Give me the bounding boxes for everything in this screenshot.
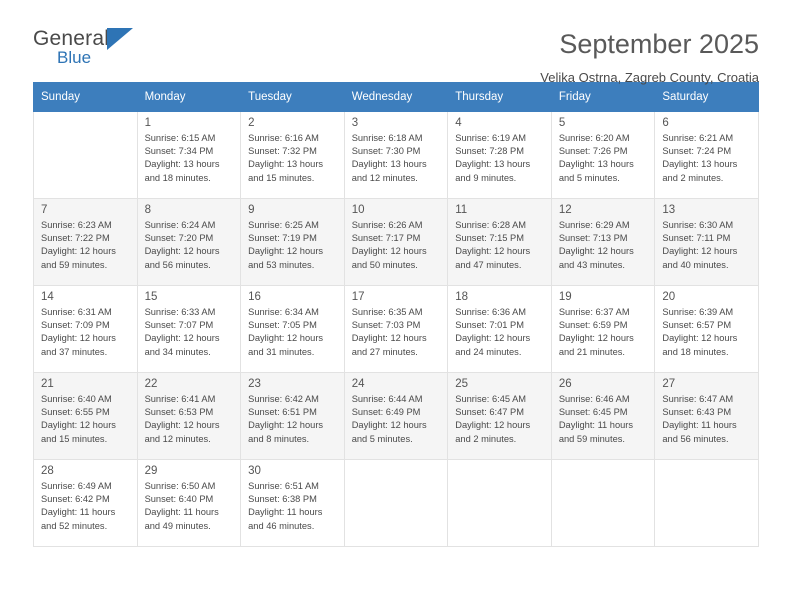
- calendar-cell-day[interactable]: [241, 112, 345, 199]
- sunset-text: Sunset: 6:53 PM: [144, 407, 214, 418]
- day-details: [241, 219, 344, 272]
- day-details: [345, 219, 448, 272]
- column-header-wednesday: Wednesday: [344, 83, 448, 112]
- sunset-text: Sunset: 6:47 PM: [455, 407, 524, 418]
- daylight-text-line1: Daylight: 12 hours: [351, 333, 427, 344]
- sunrise-text: Sunrise: 6:20 AM: [558, 133, 630, 143]
- day-number: 12: [558, 204, 572, 216]
- calendar-cell-day[interactable]: [241, 373, 345, 460]
- sunset-text: Sunset: 7:07 PM: [144, 320, 214, 331]
- day-details: [34, 480, 137, 533]
- logo-text-blue: Blue: [57, 48, 92, 67]
- daylight-text-line2: and 46 minutes.: [248, 520, 315, 531]
- daylight-text-line1: Daylight: 13 hours: [248, 159, 324, 170]
- calendar-cell-day[interactable]: [241, 199, 345, 286]
- day-number: 18: [455, 291, 469, 303]
- day-details: [241, 393, 344, 446]
- calendar-week-row: [34, 286, 759, 373]
- daylight-text-line1: Daylight: 12 hours: [41, 420, 116, 431]
- calendar-cell-empty: [344, 460, 448, 547]
- day-details: [241, 132, 344, 185]
- day-details: [552, 132, 655, 185]
- calendar-table: [33, 82, 759, 547]
- day-number: 24: [351, 378, 365, 390]
- day-details: [138, 306, 241, 359]
- daylight-text-line1: Daylight: 12 hours: [455, 333, 531, 344]
- day-number: 10: [351, 204, 365, 216]
- daylight-text-line1: Daylight: 11 hours: [558, 420, 634, 431]
- sunset-text: Sunset: 6:55 PM: [41, 407, 110, 418]
- calendar-cell-day[interactable]: [34, 286, 138, 373]
- sunset-text: Sunset: 7:05 PM: [248, 320, 317, 331]
- page-header: [33, 0, 759, 85]
- page-subtitle: Velika Ostrna, Zagreb County, Croatia: [540, 70, 759, 85]
- daylight-text-line2: and 12 minutes.: [144, 433, 211, 444]
- sunset-text: Sunset: 7:09 PM: [41, 320, 110, 331]
- daylight-text-line2: and 2 minutes.: [662, 172, 724, 183]
- day-number: 16: [248, 291, 261, 303]
- sunset-text: Sunset: 7:03 PM: [351, 320, 421, 331]
- daylight-text-line1: Daylight: 11 hours: [248, 507, 323, 518]
- calendar-cell-day[interactable]: [551, 112, 655, 199]
- daylight-text-line2: and 9 minutes.: [455, 172, 517, 183]
- day-number: 27: [662, 378, 676, 390]
- calendar-header-row: [34, 83, 759, 112]
- day-number: 6: [662, 117, 669, 129]
- day-details: [552, 393, 655, 446]
- daylight-text-line2: and 5 minutes.: [351, 433, 413, 444]
- calendar-week-row: [34, 199, 759, 286]
- sunset-text: Sunset: 7:20 PM: [144, 233, 214, 244]
- calendar-cell-empty: [448, 460, 552, 547]
- column-header-monday: Monday: [137, 83, 241, 112]
- daylight-text-line2: and 24 minutes.: [455, 346, 522, 357]
- sunset-text: Sunset: 7:15 PM: [455, 233, 524, 244]
- day-number: 20: [662, 291, 676, 303]
- calendar-week-row: [34, 112, 759, 199]
- sunset-text: Sunset: 6:40 PM: [144, 494, 214, 505]
- day-details: [655, 132, 758, 185]
- day-number: 3: [351, 117, 359, 129]
- daylight-text-line1: Daylight: 12 hours: [144, 246, 220, 257]
- calendar-cell-day[interactable]: [551, 286, 655, 373]
- daylight-text-line2: and 15 minutes.: [41, 433, 108, 444]
- day-number: 30: [248, 465, 261, 477]
- sunrise-text: Sunrise: 6:50 AM: [144, 481, 216, 491]
- daylight-text-line2: and 59 minutes.: [41, 259, 108, 270]
- sunrise-text: Sunrise: 6:23 AM: [41, 220, 112, 230]
- sunrise-text: Sunrise: 6:29 AM: [558, 220, 630, 230]
- calendar-cell-day[interactable]: [137, 286, 241, 373]
- sunset-text: Sunset: 7:19 PM: [248, 233, 317, 244]
- calendar-cell-day[interactable]: [448, 373, 552, 460]
- calendar-cell-day[interactable]: [344, 199, 448, 286]
- sunrise-text: Sunrise: 6:33 AM: [144, 307, 216, 317]
- day-number: 29: [144, 465, 158, 477]
- calendar-cell-day[interactable]: [34, 373, 138, 460]
- day-number: 17: [351, 291, 365, 303]
- sunset-text: Sunset: 6:43 PM: [662, 407, 732, 418]
- sunrise-text: Sunrise: 6:34 AM: [248, 307, 319, 317]
- sunrise-text: Sunrise: 6:44 AM: [351, 394, 423, 404]
- sunset-text: Sunset: 7:17 PM: [351, 233, 421, 244]
- day-details: [552, 219, 655, 272]
- sunrise-text: Sunrise: 6:51 AM: [248, 481, 319, 491]
- column-header-tuesday: Tuesday: [241, 83, 345, 112]
- sunrise-text: Sunrise: 6:46 AM: [558, 394, 630, 404]
- calendar-cell-day[interactable]: [551, 373, 655, 460]
- calendar-cell-empty: [34, 112, 138, 199]
- sunrise-text: Sunrise: 6:26 AM: [351, 220, 423, 230]
- day-number: 7: [41, 204, 48, 216]
- daylight-text-line2: and 37 minutes.: [41, 346, 108, 357]
- sunset-text: Sunset: 7:26 PM: [558, 146, 628, 157]
- sunrise-text: Sunrise: 6:37 AM: [558, 307, 630, 317]
- daylight-text-line2: and 40 minutes.: [662, 259, 729, 270]
- sunrise-text: Sunrise: 6:42 AM: [248, 394, 319, 404]
- daylight-text-line1: Daylight: 12 hours: [248, 420, 324, 431]
- day-number: 28: [41, 465, 54, 477]
- day-number: 23: [248, 378, 261, 390]
- calendar-cell-day[interactable]: [551, 199, 655, 286]
- column-header-saturday: Saturday: [655, 83, 759, 112]
- sunrise-text: Sunrise: 6:41 AM: [144, 394, 216, 404]
- calendar-cell-empty: [551, 460, 655, 547]
- day-details: [655, 306, 758, 359]
- sunset-text: Sunset: 7:28 PM: [455, 146, 524, 157]
- calendar-cell-day[interactable]: [344, 112, 448, 199]
- calendar-cell-day[interactable]: [655, 373, 759, 460]
- sunset-text: Sunset: 7:22 PM: [41, 233, 110, 244]
- day-number: 25: [455, 378, 469, 390]
- column-header-friday: Friday: [551, 83, 655, 112]
- sunrise-text: Sunrise: 6:45 AM: [455, 394, 527, 404]
- calendar-cell-day[interactable]: [241, 286, 345, 373]
- daylight-text-line2: and 50 minutes.: [351, 259, 418, 270]
- calendar-cell-day[interactable]: [448, 199, 552, 286]
- calendar-cell-day[interactable]: [137, 199, 241, 286]
- daylight-text-line1: Daylight: 13 hours: [351, 159, 427, 170]
- day-number: 5: [558, 117, 566, 129]
- sunset-text: Sunset: 7:30 PM: [351, 146, 421, 157]
- sunset-text: Sunset: 7:24 PM: [662, 146, 732, 157]
- calendar-cell-day[interactable]: [344, 286, 448, 373]
- sunset-text: Sunset: 6:38 PM: [248, 494, 317, 505]
- day-details: [241, 480, 344, 533]
- sunrise-text: Sunrise: 6:24 AM: [144, 220, 216, 230]
- sunset-text: Sunset: 7:34 PM: [144, 146, 214, 157]
- daylight-text-line2: and 2 minutes.: [455, 433, 517, 444]
- day-details: [138, 393, 241, 446]
- day-details: [34, 393, 137, 446]
- daylight-text-line2: and 56 minutes.: [144, 259, 211, 270]
- day-details: [345, 132, 448, 185]
- day-number: 8: [144, 204, 151, 216]
- day-number: 21: [41, 378, 54, 390]
- daylight-text-line2: and 53 minutes.: [248, 259, 315, 270]
- sunrise-text: Sunrise: 6:25 AM: [248, 220, 319, 230]
- calendar-cell-day[interactable]: [34, 199, 138, 286]
- sunset-text: Sunset: 6:42 PM: [41, 494, 110, 505]
- calendar-body: [34, 112, 759, 547]
- day-details: [448, 219, 551, 272]
- sunset-text: Sunset: 7:01 PM: [455, 320, 524, 331]
- sunrise-text: Sunrise: 6:31 AM: [41, 307, 112, 317]
- calendar-cell-day[interactable]: [137, 373, 241, 460]
- day-number: 4: [455, 117, 462, 129]
- sunset-text: Sunset: 6:45 PM: [558, 407, 628, 418]
- daylight-text-line1: Daylight: 12 hours: [144, 420, 220, 431]
- calendar-cell-day[interactable]: [137, 460, 241, 547]
- sunrise-text: Sunrise: 6:39 AM: [662, 307, 734, 317]
- day-number: 1: [144, 117, 151, 129]
- day-number: 9: [248, 204, 255, 216]
- daylight-text-line1: Daylight: 12 hours: [351, 246, 427, 257]
- calendar-week-row: [34, 373, 759, 460]
- daylight-text-line2: and 31 minutes.: [248, 346, 315, 357]
- column-header-thursday: Thursday: [448, 83, 552, 112]
- sunrise-text: Sunrise: 6:16 AM: [248, 133, 319, 143]
- sunrise-text: Sunrise: 6:15 AM: [144, 133, 216, 143]
- daylight-text-line1: Daylight: 12 hours: [351, 420, 427, 431]
- day-details: [138, 480, 241, 533]
- day-number: 15: [144, 291, 158, 303]
- daylight-text-line2: and 59 minutes.: [558, 433, 625, 444]
- sunset-text: Sunset: 6:59 PM: [558, 320, 628, 331]
- daylight-text-line2: and 52 minutes.: [41, 520, 108, 531]
- day-details: [34, 306, 137, 359]
- daylight-text-line1: Daylight: 12 hours: [455, 246, 531, 257]
- daylight-text-line1: Daylight: 13 hours: [662, 159, 738, 170]
- sunset-text: Sunset: 7:11 PM: [662, 233, 731, 244]
- day-details: [552, 306, 655, 359]
- daylight-text-line1: Daylight: 12 hours: [662, 333, 738, 344]
- daylight-text-line2: and 8 minutes.: [248, 433, 310, 444]
- day-number: 26: [558, 378, 572, 390]
- sunrise-text: Sunrise: 6:49 AM: [41, 481, 112, 491]
- calendar-cell-day[interactable]: [448, 286, 552, 373]
- daylight-text-line2: and 5 minutes.: [558, 172, 620, 183]
- daylight-text-line1: Daylight: 13 hours: [455, 159, 531, 170]
- day-details: [655, 219, 758, 272]
- calendar-cell-day[interactable]: [655, 112, 759, 199]
- day-details: [345, 306, 448, 359]
- logo-text-general: General: [33, 27, 110, 50]
- sunrise-text: Sunrise: 6:19 AM: [455, 133, 527, 143]
- sunrise-text: Sunrise: 6:40 AM: [41, 394, 112, 404]
- calendar-cell-day[interactable]: [241, 460, 345, 547]
- daylight-text-line2: and 49 minutes.: [144, 520, 211, 531]
- day-details: [241, 306, 344, 359]
- column-header-sunday: Sunday: [34, 83, 138, 112]
- sunset-text: Sunset: 6:49 PM: [351, 407, 421, 418]
- sunset-text: Sunset: 6:57 PM: [662, 320, 732, 331]
- day-number: 19: [558, 291, 572, 303]
- daylight-text-line2: and 18 minutes.: [144, 172, 211, 183]
- day-number: 14: [41, 291, 54, 303]
- daylight-text-line1: Daylight: 12 hours: [41, 246, 116, 257]
- day-details: [34, 219, 137, 272]
- daylight-text-line1: Daylight: 12 hours: [248, 246, 324, 257]
- daylight-text-line1: Daylight: 12 hours: [558, 246, 634, 257]
- day-details: [138, 219, 241, 272]
- sunrise-text: Sunrise: 6:28 AM: [455, 220, 527, 230]
- daylight-text-line2: and 15 minutes.: [248, 172, 315, 183]
- day-details: [448, 393, 551, 446]
- daylight-text-line1: Daylight: 12 hours: [558, 333, 634, 344]
- sunrise-text: Sunrise: 6:21 AM: [662, 133, 734, 143]
- day-details: [448, 132, 551, 185]
- sunrise-text: Sunrise: 6:36 AM: [455, 307, 527, 317]
- daylight-text-line1: Daylight: 13 hours: [144, 159, 220, 170]
- day-details: [448, 306, 551, 359]
- calendar-cell-day[interactable]: [137, 112, 241, 199]
- daylight-text-line2: and 43 minutes.: [558, 259, 625, 270]
- calendar-week-row: [34, 460, 759, 547]
- calendar-cell-day[interactable]: [344, 373, 448, 460]
- day-number: 11: [455, 204, 468, 216]
- sunrise-text: Sunrise: 6:18 AM: [351, 133, 423, 143]
- calendar-cell-day[interactable]: [655, 199, 759, 286]
- calendar-cell-empty: [655, 460, 759, 547]
- daylight-text-line1: Daylight: 12 hours: [144, 333, 220, 344]
- daylight-text-line1: Daylight: 11 hours: [144, 507, 219, 518]
- daylight-text-line2: and 27 minutes.: [351, 346, 418, 357]
- daylight-text-line1: Daylight: 13 hours: [558, 159, 634, 170]
- day-number: 2: [248, 117, 255, 129]
- calendar-cell-day[interactable]: [448, 112, 552, 199]
- sunrise-text: Sunrise: 6:47 AM: [662, 394, 734, 404]
- daylight-text-line2: and 12 minutes.: [351, 172, 418, 183]
- day-details: [138, 132, 241, 185]
- daylight-text-line2: and 21 minutes.: [558, 346, 625, 357]
- daylight-text-line1: Daylight: 11 hours: [662, 420, 737, 431]
- daylight-text-line2: and 56 minutes.: [662, 433, 729, 444]
- daylight-text-line2: and 47 minutes.: [455, 259, 522, 270]
- title-block: [153, 28, 759, 85]
- sunrise-text: Sunrise: 6:30 AM: [662, 220, 734, 230]
- daylight-text-line1: Daylight: 12 hours: [455, 420, 531, 431]
- sunset-text: Sunset: 7:13 PM: [558, 233, 628, 244]
- sunrise-text: Sunrise: 6:35 AM: [351, 307, 423, 317]
- daylight-text-line2: and 18 minutes.: [662, 346, 729, 357]
- sunset-text: Sunset: 7:32 PM: [248, 146, 317, 157]
- flag-icon: [107, 28, 133, 50]
- daylight-text-line1: Daylight: 12 hours: [248, 333, 324, 344]
- day-number: 22: [144, 378, 158, 390]
- day-details: [655, 393, 758, 446]
- logo: [33, 28, 153, 72]
- sunset-text: Sunset: 6:51 PM: [248, 407, 317, 418]
- page-title: September 2025: [559, 29, 759, 59]
- daylight-text-line2: and 34 minutes.: [144, 346, 211, 357]
- calendar-cell-day[interactable]: [655, 286, 759, 373]
- daylight-text-line1: Daylight: 11 hours: [41, 507, 116, 518]
- day-details: [345, 393, 448, 446]
- daylight-text-line1: Daylight: 12 hours: [662, 246, 738, 257]
- day-number: 13: [662, 204, 676, 216]
- daylight-text-line1: Daylight: 12 hours: [41, 333, 116, 344]
- calendar-cell-day[interactable]: [34, 460, 138, 547]
